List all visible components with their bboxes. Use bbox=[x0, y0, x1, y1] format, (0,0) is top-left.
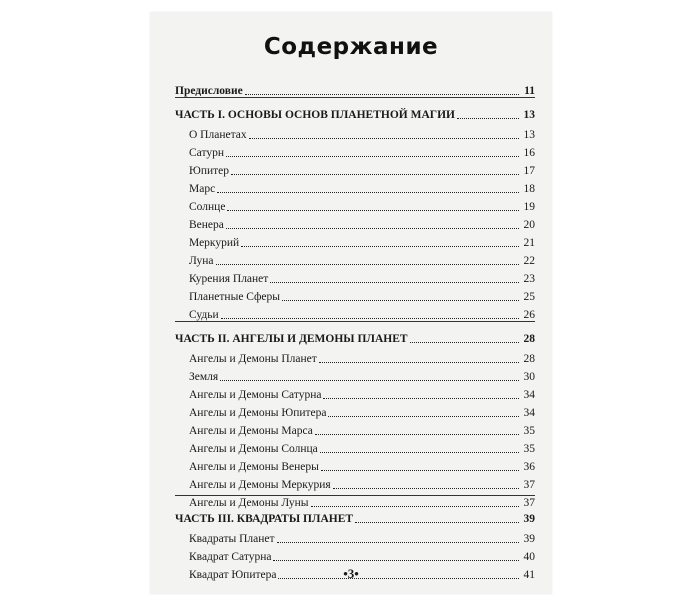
toc-entry[interactable] bbox=[175, 496, 535, 510]
toc-entry[interactable] bbox=[175, 442, 535, 456]
toc-entry-part-3[interactable] bbox=[175, 512, 535, 526]
dot-leader bbox=[227, 209, 519, 211]
toc-entry-page: 35 bbox=[523, 443, 535, 455]
toc-entry-page: 23 bbox=[523, 273, 535, 285]
dot-leader bbox=[216, 263, 519, 265]
toc-entry-label: ЧАСТЬ II. АНГЕЛЫ И ДЕМОНЫ ПЛАНЕТ bbox=[175, 333, 408, 345]
dot-leader bbox=[355, 521, 519, 523]
toc-entry-page: 39 bbox=[523, 513, 535, 525]
toc-entry-label: Ангелы и Демоны Луны bbox=[189, 497, 309, 509]
toc-entry-label: Ангелы и Демоны Меркурия bbox=[189, 479, 331, 491]
toc-entry[interactable] bbox=[175, 532, 535, 546]
dot-leader bbox=[231, 173, 519, 175]
toc-entry-page: 41 bbox=[523, 569, 535, 581]
dot-leader bbox=[217, 191, 519, 193]
toc-entry-page: 25 bbox=[523, 291, 535, 303]
toc-entry-label: Ангелы и Демоны Марса bbox=[189, 425, 313, 437]
toc-entry[interactable] bbox=[175, 460, 535, 474]
page-title: Содержание bbox=[263, 34, 439, 60]
toc-entry-page: 34 bbox=[523, 389, 535, 401]
dot-leader bbox=[323, 397, 519, 399]
toc-entry[interactable] bbox=[175, 308, 535, 322]
toc-entry-page: 17 bbox=[523, 165, 535, 177]
toc-entry-label: Курения Планет bbox=[189, 273, 269, 285]
toc-entry-label: ЧАСТЬ I. ОСНОВЫ ОСНОВ ПЛАНЕТНОЙ МАГИИ bbox=[175, 109, 455, 121]
toc-entry-page: 40 bbox=[523, 551, 535, 563]
toc-entry-label: О Планетах bbox=[189, 129, 247, 141]
toc-entry-label: Юпитер bbox=[189, 165, 230, 177]
toc-entry-label: Планетные Сферы bbox=[189, 291, 280, 303]
toc-entry-label: Венера bbox=[189, 219, 224, 231]
toc-entry[interactable] bbox=[175, 218, 535, 232]
toc-entry[interactable] bbox=[175, 128, 535, 142]
toc-entry-page: 21 bbox=[523, 237, 535, 249]
toc-entry[interactable] bbox=[175, 478, 535, 492]
toc-entry-page: 22 bbox=[523, 255, 535, 267]
toc-entry[interactable] bbox=[175, 290, 535, 304]
toc-entry-page: 34 bbox=[523, 407, 535, 419]
dot-leader bbox=[226, 155, 519, 157]
book-page bbox=[150, 12, 552, 594]
toc-entry-page: 13 bbox=[523, 109, 535, 121]
dot-leader bbox=[457, 117, 519, 119]
toc-entry-page: 20 bbox=[523, 219, 535, 231]
toc-entry-page: 36 bbox=[523, 461, 535, 473]
toc-entry-label: Квадрат Сатурна bbox=[189, 551, 272, 563]
toc-entry-page: 30 bbox=[523, 371, 535, 383]
toc-entry-page: 28 bbox=[523, 333, 535, 345]
dot-leader bbox=[410, 341, 519, 343]
toc-entry[interactable] bbox=[175, 550, 535, 564]
toc-entry-label: Земля bbox=[189, 371, 219, 383]
toc-entry-label: ЧАСТЬ III. КВАДРАТЫ ПЛАНЕТ bbox=[175, 513, 354, 525]
dot-leader bbox=[226, 227, 519, 229]
dot-leader bbox=[328, 415, 519, 417]
dot-leader bbox=[241, 245, 519, 247]
toc-entry-page: 13 bbox=[523, 129, 535, 141]
dot-leader bbox=[320, 451, 519, 453]
dot-leader bbox=[277, 541, 519, 543]
dot-leader bbox=[220, 379, 519, 381]
toc-entry-label: Ангелы и Демоны Юпитера bbox=[189, 407, 327, 419]
dot-leader bbox=[249, 137, 519, 139]
toc-entry[interactable] bbox=[175, 146, 535, 160]
toc-entry-page: 26 bbox=[523, 309, 535, 321]
dot-leader bbox=[333, 487, 519, 489]
toc-entry-page: 11 bbox=[524, 85, 535, 97]
toc-entry-page: 35 bbox=[523, 425, 535, 437]
toc-entry[interactable] bbox=[175, 370, 535, 384]
toc-entry-page: 19 bbox=[523, 201, 535, 213]
toc-entry-label: Ангелы и Демоны Венеры bbox=[189, 461, 319, 473]
toc-entry[interactable] bbox=[175, 424, 535, 438]
toc-entry[interactable] bbox=[175, 164, 535, 178]
toc-entry-label: Ангелы и Демоны Солнца bbox=[189, 443, 318, 455]
toc-entry-label: Квадраты Планет bbox=[189, 533, 275, 545]
toc-entry-page: 18 bbox=[523, 183, 535, 195]
toc-entry-label: Сатурн bbox=[189, 147, 225, 159]
dot-leader bbox=[270, 281, 519, 283]
toc-entry[interactable] bbox=[175, 254, 535, 268]
toc-entry-label: Солнце bbox=[189, 201, 226, 213]
toc-entry-label: Предисловие bbox=[175, 85, 243, 97]
dot-leader bbox=[321, 469, 519, 471]
dot-leader bbox=[245, 93, 519, 95]
page-number: •3• bbox=[343, 566, 359, 581]
toc-entry[interactable] bbox=[175, 182, 535, 196]
dot-leader bbox=[315, 433, 519, 435]
toc-entry-page: 37 bbox=[523, 479, 535, 491]
toc-entry[interactable] bbox=[175, 406, 535, 420]
toc-entry-page: 16 bbox=[523, 147, 535, 159]
dot-leader bbox=[273, 559, 519, 561]
toc-entry-label: Квадрат Юпитера bbox=[189, 569, 277, 581]
toc-entry[interactable] bbox=[175, 352, 535, 366]
dot-leader bbox=[319, 361, 519, 363]
toc-entry[interactable] bbox=[175, 272, 535, 286]
dot-leader bbox=[221, 317, 519, 319]
toc-entry-label: Марс bbox=[189, 183, 216, 195]
toc-entry-label: Меркурий bbox=[189, 237, 240, 249]
toc-entry-page: 37 bbox=[523, 497, 535, 509]
dot-leader bbox=[311, 505, 519, 507]
dot-leader bbox=[282, 299, 519, 301]
toc-entry-label: Ангелы и Демоны Сатурна bbox=[189, 389, 322, 401]
toc-entry-preface[interactable] bbox=[175, 84, 535, 98]
toc-entry-part-1[interactable] bbox=[175, 108, 535, 122]
toc-entry-page: 39 bbox=[523, 533, 535, 545]
toc-entry[interactable] bbox=[175, 388, 535, 402]
toc-entry-label: Луна bbox=[189, 255, 214, 267]
toc-entry-page: 28 bbox=[523, 353, 535, 365]
toc-entry-label: Судьи bbox=[189, 309, 219, 321]
toc-entry-label: Ангелы и Демоны Планет bbox=[189, 353, 317, 365]
toc-entry[interactable] bbox=[175, 200, 535, 214]
toc-entry-part-2[interactable] bbox=[175, 332, 535, 346]
toc-entry[interactable] bbox=[175, 236, 535, 250]
